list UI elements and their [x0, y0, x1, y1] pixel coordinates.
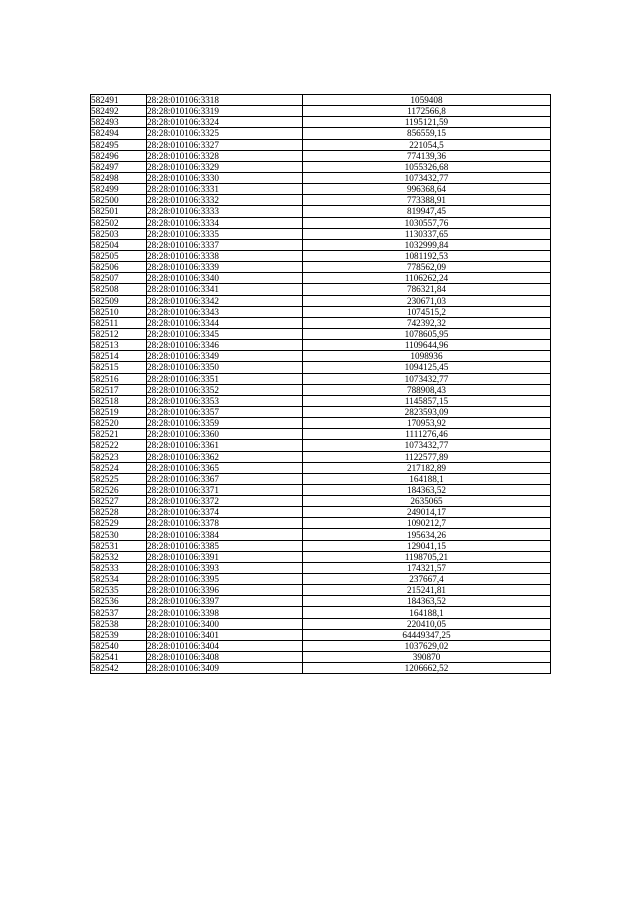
cadastral-number-cell: 28:28:010106:3362	[147, 451, 303, 462]
table-row	[91, 607, 551, 618]
row-number-cell: 582504	[91, 239, 147, 250]
cadastral-number-cell: 28:28:010106:3371	[147, 484, 303, 495]
table-row	[91, 440, 551, 451]
value-cell: 184363,52	[303, 596, 551, 607]
table-row	[91, 206, 551, 217]
row-number-cell: 582533	[91, 562, 147, 573]
row-number-cell: 582534	[91, 574, 147, 585]
cadastral-number-cell: 28:28:010106:3359	[147, 418, 303, 429]
table-row	[91, 295, 551, 306]
cadastral-number-cell: 28:28:010106:3330	[147, 172, 303, 183]
value-cell: 1037629,02	[303, 640, 551, 651]
cadastral-number-cell: 28:28:010106:3367	[147, 473, 303, 484]
value-cell: 996368,64	[303, 184, 551, 195]
row-number-cell: 582517	[91, 384, 147, 395]
value-cell: 788908,43	[303, 384, 551, 395]
table-row	[91, 585, 551, 596]
table-row	[91, 106, 551, 117]
table-row	[91, 451, 551, 462]
row-number-cell: 582496	[91, 150, 147, 161]
cadastral-number-cell: 28:28:010106:3384	[147, 529, 303, 540]
value-cell: 1145857,15	[303, 395, 551, 406]
cadastral-number-cell: 28:28:010106:3341	[147, 284, 303, 295]
cadastral-number-cell: 28:28:010106:3338	[147, 250, 303, 261]
table-row	[91, 273, 551, 284]
cadastral-number-cell: 28:28:010106:3378	[147, 518, 303, 529]
row-number-cell: 582527	[91, 496, 147, 507]
table-row	[91, 284, 551, 295]
row-number-cell: 582535	[91, 585, 147, 596]
row-number-cell: 582494	[91, 128, 147, 139]
cadastral-number-cell: 28:28:010106:3325	[147, 128, 303, 139]
value-cell: 1032999,84	[303, 239, 551, 250]
cadastral-number-cell: 28:28:010106:3331	[147, 184, 303, 195]
row-number-cell: 582525	[91, 473, 147, 484]
row-number-cell: 582531	[91, 540, 147, 551]
cadastral-number-cell: 28:28:010106:3391	[147, 551, 303, 562]
cadastral-number-cell: 28:28:010106:3328	[147, 150, 303, 161]
table-row	[91, 663, 551, 674]
cadastral-number-cell: 28:28:010106:3329	[147, 161, 303, 172]
value-cell: 1111276,46	[303, 429, 551, 440]
value-cell: 1172566,8	[303, 106, 551, 117]
cadastral-number-cell: 28:28:010106:3398	[147, 607, 303, 618]
table-row	[91, 373, 551, 384]
cadastral-number-cell: 28:28:010106:3395	[147, 574, 303, 585]
row-number-cell: 582506	[91, 262, 147, 273]
value-cell: 742392,32	[303, 317, 551, 328]
cadastral-number-cell: 28:28:010106:3404	[147, 640, 303, 651]
table-row	[91, 161, 551, 172]
row-number-cell: 582508	[91, 284, 147, 295]
value-cell: 184363,52	[303, 484, 551, 495]
value-cell: 2823593,09	[303, 406, 551, 417]
table-row	[91, 429, 551, 440]
cadastral-number-cell: 28:28:010106:3327	[147, 139, 303, 150]
table-row	[91, 328, 551, 339]
row-number-cell: 582507	[91, 273, 147, 284]
cadastral-number-cell: 28:28:010106:3396	[147, 585, 303, 596]
table-row	[91, 239, 551, 250]
cadastral-number-cell: 28:28:010106:3408	[147, 652, 303, 663]
table-row	[91, 618, 551, 629]
cadastral-number-cell: 28:28:010106:3374	[147, 507, 303, 518]
table-row	[91, 562, 551, 573]
cadastral-number-cell: 28:28:010106:3334	[147, 217, 303, 228]
table-row	[91, 139, 551, 150]
cadastral-number-cell: 28:28:010106:3319	[147, 106, 303, 117]
value-cell: 215241,81	[303, 585, 551, 596]
row-number-cell: 582497	[91, 161, 147, 172]
value-cell: 1109644,96	[303, 340, 551, 351]
value-cell: 221054,5	[303, 139, 551, 150]
cadastral-number-cell: 28:28:010106:3350	[147, 362, 303, 373]
table-row	[91, 540, 551, 551]
cadastral-number-cell: 28:28:010106:3360	[147, 429, 303, 440]
value-cell: 1206662,52	[303, 663, 551, 674]
cadastral-number-cell: 28:28:010106:3357	[147, 406, 303, 417]
value-cell: 1074515,2	[303, 306, 551, 317]
row-number-cell: 582503	[91, 228, 147, 239]
row-number-cell: 582518	[91, 395, 147, 406]
value-cell: 64449347,25	[303, 629, 551, 640]
table-row	[91, 172, 551, 183]
value-cell: 1030557,76	[303, 217, 551, 228]
table-row	[91, 484, 551, 495]
table-row	[91, 362, 551, 373]
value-cell: 1195121,59	[303, 117, 551, 128]
table-row	[91, 217, 551, 228]
table-row	[91, 574, 551, 585]
cadastral-number-cell: 28:28:010106:3344	[147, 317, 303, 328]
row-number-cell: 582498	[91, 172, 147, 183]
value-cell: 195634,26	[303, 529, 551, 540]
cadastral-number-cell: 28:28:010106:3345	[147, 328, 303, 339]
table-row	[91, 551, 551, 562]
value-cell: 220410,05	[303, 618, 551, 629]
row-number-cell: 582538	[91, 618, 147, 629]
row-number-cell: 582499	[91, 184, 147, 195]
table-row	[91, 496, 551, 507]
table-row	[91, 640, 551, 651]
table-row	[91, 596, 551, 607]
row-number-cell: 582526	[91, 484, 147, 495]
row-number-cell: 582522	[91, 440, 147, 451]
cadastral-value-table	[90, 94, 551, 674]
cadastral-number-cell: 28:28:010106:3342	[147, 295, 303, 306]
value-cell: 1073432,77	[303, 373, 551, 384]
cadastral-number-cell: 28:28:010106:3340	[147, 273, 303, 284]
row-number-cell: 582524	[91, 462, 147, 473]
value-cell: 1122577,89	[303, 451, 551, 462]
value-cell: 1094125,45	[303, 362, 551, 373]
cadastral-number-cell: 28:28:010106:3337	[147, 239, 303, 250]
table-row	[91, 395, 551, 406]
table-row	[91, 306, 551, 317]
value-cell: 856559,15	[303, 128, 551, 139]
cadastral-number-cell: 28:28:010106:3393	[147, 562, 303, 573]
value-cell: 773388,91	[303, 195, 551, 206]
cadastral-number-cell: 28:28:010106:3409	[147, 663, 303, 674]
table-row	[91, 418, 551, 429]
row-number-cell: 582541	[91, 652, 147, 663]
row-number-cell: 582493	[91, 117, 147, 128]
row-number-cell: 582495	[91, 139, 147, 150]
table-row	[91, 184, 551, 195]
row-number-cell: 582528	[91, 507, 147, 518]
value-cell: 1073432,77	[303, 172, 551, 183]
table-body	[91, 95, 551, 674]
table-row	[91, 529, 551, 540]
table-row	[91, 384, 551, 395]
value-cell: 164188,1	[303, 473, 551, 484]
cadastral-number-cell: 28:28:010106:3318	[147, 95, 303, 106]
row-number-cell: 582513	[91, 340, 147, 351]
row-number-cell: 582512	[91, 328, 147, 339]
value-cell: 774139,36	[303, 150, 551, 161]
value-cell: 1198705,21	[303, 551, 551, 562]
cadastral-number-cell: 28:28:010106:3339	[147, 262, 303, 273]
row-number-cell: 582542	[91, 663, 147, 674]
cadastral-number-cell: 28:28:010106:3401	[147, 629, 303, 640]
cadastral-number-cell: 28:28:010106:3349	[147, 351, 303, 362]
row-number-cell: 582502	[91, 217, 147, 228]
cadastral-number-cell: 28:28:010106:3372	[147, 496, 303, 507]
table-row	[91, 317, 551, 328]
table-row	[91, 150, 551, 161]
row-number-cell: 582515	[91, 362, 147, 373]
row-number-cell: 582491	[91, 95, 147, 106]
table-row	[91, 262, 551, 273]
row-number-cell: 582510	[91, 306, 147, 317]
table-row	[91, 652, 551, 663]
cadastral-number-cell: 28:28:010106:3385	[147, 540, 303, 551]
row-number-cell: 582523	[91, 451, 147, 462]
table-row	[91, 117, 551, 128]
value-cell: 1073432,77	[303, 440, 551, 451]
cadastral-number-cell: 28:28:010106:3324	[147, 117, 303, 128]
cadastral-number-cell: 28:28:010106:3397	[147, 596, 303, 607]
cadastral-number-cell: 28:28:010106:3400	[147, 618, 303, 629]
row-number-cell: 582521	[91, 429, 147, 440]
row-number-cell: 582492	[91, 106, 147, 117]
cadastral-number-cell: 28:28:010106:3343	[147, 306, 303, 317]
row-number-cell: 582516	[91, 373, 147, 384]
cadastral-number-cell: 28:28:010106:3333	[147, 206, 303, 217]
value-cell: 819947,45	[303, 206, 551, 217]
cadastral-number-cell: 28:28:010106:3335	[147, 228, 303, 239]
row-number-cell: 582539	[91, 629, 147, 640]
value-cell: 1078605,95	[303, 328, 551, 339]
row-number-cell: 582530	[91, 529, 147, 540]
row-number-cell: 582511	[91, 317, 147, 328]
value-cell: 249014,17	[303, 507, 551, 518]
table-row	[91, 507, 551, 518]
value-cell: 170953,92	[303, 418, 551, 429]
cadastral-number-cell: 28:28:010106:3361	[147, 440, 303, 451]
cadastral-number-cell: 28:28:010106:3353	[147, 395, 303, 406]
table-row	[91, 629, 551, 640]
table-row	[91, 406, 551, 417]
table-row	[91, 128, 551, 139]
value-cell: 1059408	[303, 95, 551, 106]
value-cell: 390870	[303, 652, 551, 663]
cadastral-number-cell: 28:28:010106:3351	[147, 373, 303, 384]
table-row	[91, 462, 551, 473]
row-number-cell: 582509	[91, 295, 147, 306]
row-number-cell: 582520	[91, 418, 147, 429]
table-row	[91, 518, 551, 529]
cadastral-number-cell: 28:28:010106:3365	[147, 462, 303, 473]
table-row	[91, 473, 551, 484]
value-cell: 237667,4	[303, 574, 551, 585]
table-row	[91, 250, 551, 261]
value-cell: 1055326,68	[303, 161, 551, 172]
row-number-cell: 582532	[91, 551, 147, 562]
value-cell: 778562,09	[303, 262, 551, 273]
value-cell: 2635065	[303, 496, 551, 507]
cadastral-number-cell: 28:28:010106:3332	[147, 195, 303, 206]
table-row	[91, 95, 551, 106]
table-row	[91, 195, 551, 206]
value-cell: 174321,57	[303, 562, 551, 573]
value-cell: 1090212,7	[303, 518, 551, 529]
value-cell: 164188,1	[303, 607, 551, 618]
row-number-cell: 582519	[91, 406, 147, 417]
value-cell: 1098936	[303, 351, 551, 362]
value-cell: 217182,89	[303, 462, 551, 473]
table-row	[91, 340, 551, 351]
value-cell: 786321,84	[303, 284, 551, 295]
row-number-cell: 582505	[91, 250, 147, 261]
row-number-cell: 582537	[91, 607, 147, 618]
value-cell: 230671,03	[303, 295, 551, 306]
value-cell: 1130337,65	[303, 228, 551, 239]
value-cell: 129041,15	[303, 540, 551, 551]
value-cell: 1081192,53	[303, 250, 551, 261]
row-number-cell: 582536	[91, 596, 147, 607]
row-number-cell: 582514	[91, 351, 147, 362]
value-cell: 1106262,24	[303, 273, 551, 284]
table-row	[91, 228, 551, 239]
table-row	[91, 351, 551, 362]
cadastral-number-cell: 28:28:010106:3352	[147, 384, 303, 395]
row-number-cell: 582529	[91, 518, 147, 529]
cadastral-number-cell: 28:28:010106:3346	[147, 340, 303, 351]
row-number-cell: 582501	[91, 206, 147, 217]
row-number-cell: 582500	[91, 195, 147, 206]
row-number-cell: 582540	[91, 640, 147, 651]
